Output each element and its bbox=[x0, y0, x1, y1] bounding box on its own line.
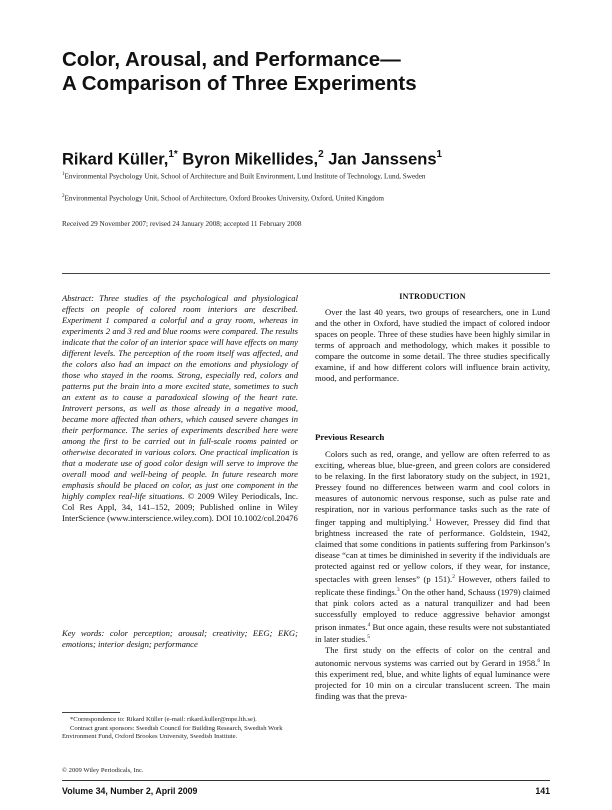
title-line-1: Color, Arousal, and Performance— bbox=[62, 48, 401, 71]
reference-mark: 2 bbox=[452, 573, 455, 580]
affiliation-mark: 2 bbox=[62, 194, 65, 199]
introduction-body bbox=[315, 307, 550, 384]
correspondence-note: *Correspondence to: Rikard Küller (e-mail: rikard.kuller@mpe.lth.se). bbox=[70, 716, 257, 723]
previous-research-heading: Previous Research bbox=[315, 432, 385, 442]
journal-issue: Volume 34, Number 2, April 2009 bbox=[62, 786, 198, 796]
abstract-text: Abstract: Three studies of the psychological and physiological effects on people of colored room interiors are described. Experiment 1 compared a colorful and a gray room, whereas in experiments 2 and 3 red and blue rooms were compared. The results indicate that the color of an interior space will have effects on many different levels. The perception of the room itself was affected, and the colors also had an impact on the emotions and physiology of those who stayed in the rooms. Strong, especially red, colors and patterns put the brain into a more excited state, sometimes to such an extent as to cause a paradoxical slowing of the heart rate. Introvert persons, as well as those already in a negative mood, became more affected than others, which caused severe changes in their performance. The series of experiments described here were among the first to be carried out in full-scale rooms painted or otherwise decorated in various colors. One practical implication is that a moderate use of good color design will serve to improve the overall mood and well-being of people. In future research more emphasis should be placed on color, as just one component in the highly complex real-life situations. bbox=[62, 293, 298, 501]
introduction-paragraph: Over the last 40 years, two groups of researchers, one in Lund and the other in Oxford, have studied the impact of colored indoor spaces on people. Three of these studies have been highly similar in terms of approach and methodology, which makes it possible to compare the outcome in some detail. The three studies specifically examine, if and how different colors will influence brain activity, mood, and performance. bbox=[315, 307, 550, 383]
previous-research-paragraph-2 bbox=[315, 645, 550, 702]
affiliation-1 bbox=[62, 170, 426, 181]
text-run: Colors such as red, orange, and yellow are often referred to as exciting, whereas blue, blue-green, and green colors are considered to be relaxing. In the first laboratory study on the subject, in 1921, Pressey found no differences between warm and cool colors in measures of autonomic nervous response, such as pulse rate and respiration, nor in various performance tasks such as the rate of finger tapping and multiplying. bbox=[315, 449, 550, 527]
previous-research-paragraph-1 bbox=[315, 449, 550, 645]
footnote bbox=[62, 716, 298, 742]
abstract bbox=[62, 293, 298, 524]
grant-note: Contract grant sponsors: Swedish Council for Building Research, Swedish Work Environment Fund, Oxford Brookes University, Swedish Institute. bbox=[62, 724, 283, 741]
previous-research-body bbox=[315, 449, 550, 702]
text-run: In this experiment red, blue, and white lights of equal luminance were projected for 10 min on a circular translucent screen. The main finding was that the preva- bbox=[315, 658, 551, 702]
footnote-divider bbox=[62, 712, 120, 713]
author-name: Byron Mikellides, bbox=[182, 150, 319, 169]
abstract-citation: © 2009 Wiley Periodicals, Inc. Col Res Appl, 34, 141–152, 2009; Published online in Wiley InterScience (www.interscience.wiley.com). DOI 10.1002/col.20476 bbox=[62, 491, 299, 523]
reference-mark: 6 bbox=[537, 658, 541, 665]
affiliation-text: Environmental Psychology Unit, School of Architecture, Oxford Brookes University, Oxford, United Kingdom bbox=[64, 194, 385, 203]
reference-mark: 5 bbox=[367, 634, 371, 641]
text-run: However, others failed to replicate these findings. bbox=[315, 573, 550, 597]
received-dates: Received 29 November 2007; revised 24 January 2008; accepted 11 February 2008 bbox=[62, 220, 302, 228]
affiliation-mark: 1 bbox=[62, 172, 65, 177]
author-mark: 2 bbox=[318, 149, 324, 160]
header-divider bbox=[62, 273, 550, 274]
reference-mark: 1 bbox=[428, 517, 432, 523]
author-name: Jan Janssens bbox=[328, 150, 437, 169]
text-run: However, Pressey did find that brightness increased the rate of performance. Goldstein, 1942, claimed that some conditions in patients suffering from Parkinson’s disease “can at times be diminished in severity if the individuals are protected against red or yellow colors, if they wear, for instance, spectacles with green lenses” (p 151). bbox=[315, 516, 550, 584]
text-run: On the other hand, Schauss (1979) claimed that pink colors acted as a natural tranquilizer and had been successfully employed to reduce aggressive behavior amongst prison inmates. bbox=[315, 586, 550, 632]
author-mark: 1* bbox=[168, 149, 178, 160]
introduction-heading: INTRODUCTION bbox=[399, 292, 466, 301]
reference-mark: 4 bbox=[367, 621, 371, 628]
copyright-notice: © 2009 Wiley Periodicals, Inc. bbox=[62, 767, 144, 774]
text-run: The first study on the effects of color on the central and autonomic nervous systems was carried out by Gerard in 1958. bbox=[315, 645, 550, 669]
article-title bbox=[62, 48, 542, 96]
page-number: 141 bbox=[535, 786, 550, 796]
text-run: But once again, these results were not substantiated in later studies. bbox=[315, 621, 550, 645]
reference-mark: 3 bbox=[396, 586, 400, 593]
keywords: Key words: color perception; arousal; creativity; EEG; EKG; emotions; interior design; performance bbox=[62, 628, 298, 649]
title-line-2: A Comparison of Three Experiments bbox=[62, 72, 417, 95]
author-mark: 1 bbox=[436, 149, 443, 160]
author-name: Rikard Küller, bbox=[62, 150, 169, 169]
affiliation-2 bbox=[62, 192, 384, 203]
affiliation-text: Environmental Psychology Unit, School of Architecture and Built Environment, Lund Institute of Technology, Lund, Sweden bbox=[64, 172, 426, 181]
footer-divider bbox=[62, 780, 550, 781]
author-list bbox=[62, 146, 442, 170]
